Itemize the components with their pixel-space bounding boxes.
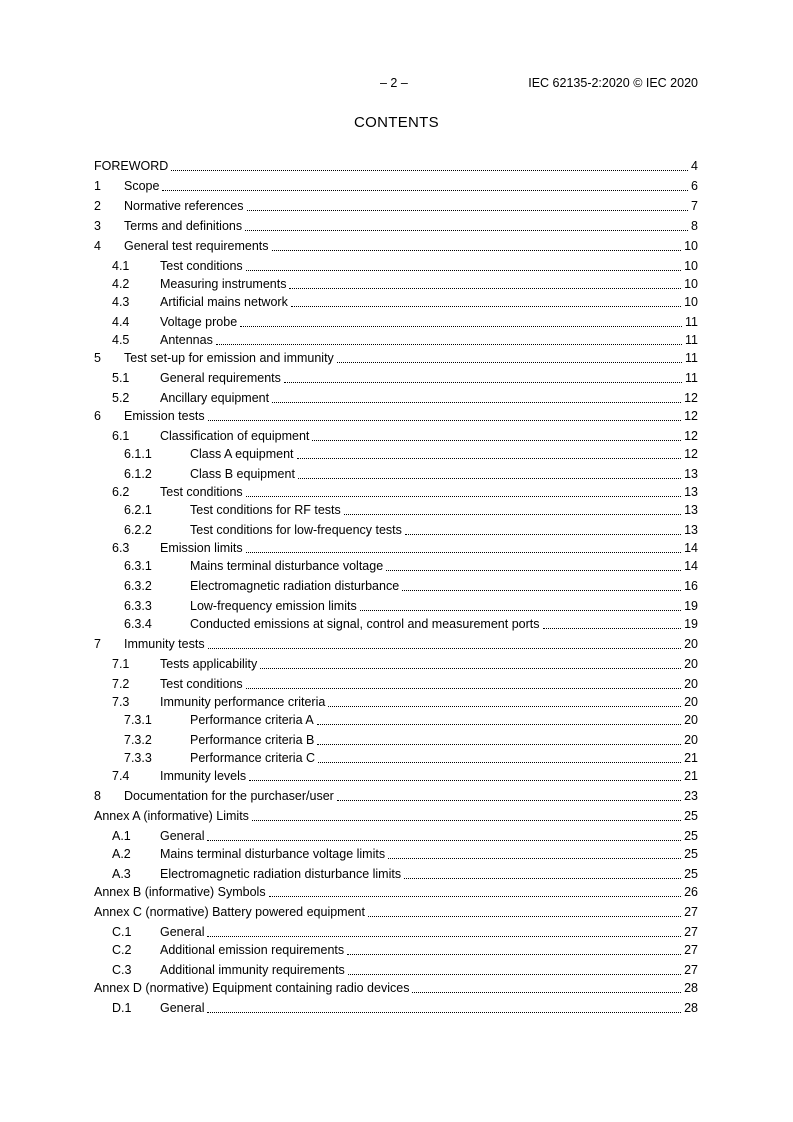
dot-leader — [260, 668, 681, 669]
toc-entry-page: 21 — [684, 751, 698, 765]
toc-entry[interactable] — [94, 711, 698, 729]
toc-entry-label: Electromagnetic radiation disturbance — [190, 579, 400, 593]
dot-leader — [317, 724, 681, 725]
toc-entry-page: 10 — [684, 259, 698, 273]
dot-leader — [360, 610, 681, 611]
toc-entry[interactable] — [94, 883, 698, 901]
toc-entry-number: A.1 — [112, 829, 131, 843]
dot-leader — [207, 1012, 681, 1013]
toc-entry[interactable] — [94, 197, 698, 215]
toc-entry-label: Electromagnetic radiation disturbance limits — [160, 867, 402, 881]
dot-leader — [162, 190, 688, 191]
toc-entry[interactable] — [94, 903, 698, 921]
dot-leader — [284, 382, 682, 383]
dot-leader — [289, 288, 681, 289]
dot-leader — [347, 954, 681, 955]
toc-entry-page: 13 — [684, 485, 698, 499]
toc-entry[interactable] — [94, 331, 698, 349]
toc-entry-page: 11 — [685, 371, 698, 385]
toc-entry-number: 4.2 — [112, 277, 130, 291]
toc-entry[interactable] — [94, 521, 698, 539]
toc-entry[interactable] — [94, 465, 698, 483]
toc-entry-page: 20 — [684, 657, 698, 671]
toc-entry-label: Tests applicability — [160, 657, 258, 671]
toc-entry-label: Performance criteria A — [190, 713, 314, 727]
toc-entry[interactable] — [94, 483, 698, 501]
toc-entry-page: 26 — [684, 885, 698, 899]
toc-entry[interactable] — [94, 237, 698, 255]
toc-entry-page: 16 — [684, 579, 698, 593]
dot-leader — [207, 936, 681, 937]
toc-entry[interactable] — [94, 999, 698, 1017]
toc-entry[interactable] — [94, 157, 698, 175]
toc-entry-number: 7.3.2 — [124, 733, 152, 747]
toc-entry-label: Test conditions — [160, 259, 243, 273]
toc-entry-page: 25 — [684, 847, 698, 861]
dot-leader — [247, 210, 689, 211]
toc-entry-label: Antennas — [160, 333, 213, 347]
toc-entry-page: 21 — [684, 769, 698, 783]
dot-leader — [240, 326, 682, 327]
toc-entry-label: General — [160, 925, 205, 939]
toc-entry-page: 13 — [684, 503, 698, 517]
toc-entry[interactable] — [94, 389, 698, 407]
toc-entry-page: 25 — [684, 867, 698, 881]
standard-reference: IEC 62135-2:2020 © IEC 2020 — [528, 76, 698, 90]
toc-entry[interactable] — [94, 501, 698, 519]
page-number: – 2 – — [380, 76, 408, 90]
toc-entry-number: 2 — [94, 199, 101, 213]
toc-entry-page: 7 — [691, 199, 698, 213]
toc-entry-page: 13 — [684, 467, 698, 481]
toc-entry-number: 6.1.2 — [124, 467, 152, 481]
toc-entry-number: 8 — [94, 789, 101, 803]
dot-leader — [272, 402, 681, 403]
toc-entry-page: 12 — [684, 409, 698, 423]
toc-entry[interactable] — [94, 749, 698, 767]
dot-leader — [405, 534, 681, 535]
toc-entry[interactable] — [94, 597, 698, 615]
toc-entry-label: Emission limits — [160, 541, 243, 555]
toc-entry-label: FOREWORD — [94, 159, 169, 173]
toc-entry[interactable] — [94, 941, 698, 959]
toc-entry-label: Immunity levels — [160, 769, 247, 783]
toc-entry-label: Performance criteria C — [190, 751, 316, 765]
toc-entry-number: 6.3.1 — [124, 559, 152, 573]
toc-entry-page: 25 — [684, 809, 698, 823]
dot-leader — [386, 570, 681, 571]
toc-entry-label: Classification of equipment — [160, 429, 310, 443]
toc-entry-label: General requirements — [160, 371, 281, 385]
dot-leader — [312, 440, 681, 441]
toc-entry-label: Test conditions — [160, 485, 243, 499]
toc-entry-label: Test conditions for RF tests — [190, 503, 341, 517]
toc-entry-number: C.2 — [112, 943, 132, 957]
toc-entry-label: Artificial mains network — [160, 295, 288, 309]
toc-entry-page: 25 — [684, 829, 698, 843]
toc-entry-label: Class B equipment — [190, 467, 295, 481]
page-header — [0, 76, 793, 92]
toc-entry-label: Voltage probe — [160, 315, 238, 329]
toc-entry-number: 7.1 — [112, 657, 130, 671]
toc-entry-number: 6.1 — [112, 429, 130, 443]
dot-leader — [317, 744, 681, 745]
dot-leader — [404, 878, 681, 879]
dot-leader — [171, 170, 688, 171]
toc-entry[interactable] — [94, 557, 698, 575]
toc-entry-page: 12 — [684, 429, 698, 443]
toc-entry-number: A.3 — [112, 867, 131, 881]
toc-entry-page: 20 — [684, 713, 698, 727]
dot-leader — [298, 478, 681, 479]
toc-entry[interactable] — [94, 827, 698, 845]
toc-entry-number: 6.3.3 — [124, 599, 152, 613]
toc-entry-number: A.2 — [112, 847, 131, 861]
dot-leader — [207, 840, 681, 841]
toc-entry-label: Annex A (informative) Limits — [94, 809, 249, 823]
toc-entry[interactable] — [94, 177, 698, 195]
toc-entry[interactable] — [94, 293, 698, 311]
toc-entry-page: 27 — [684, 943, 698, 957]
dot-leader — [337, 362, 682, 363]
dot-leader — [246, 688, 681, 689]
toc-entry-number: 4.5 — [112, 333, 130, 347]
toc-entry-page: 12 — [684, 391, 698, 405]
toc-entry-number: C.1 — [112, 925, 132, 939]
toc-entry-number: 7.3 — [112, 695, 130, 709]
toc-entry-page: 10 — [684, 295, 698, 309]
toc-entry-page: 13 — [684, 523, 698, 537]
toc-entry-page: 14 — [684, 541, 698, 555]
toc-entry-label: Immunity performance criteria — [160, 695, 326, 709]
toc-entry[interactable] — [94, 767, 698, 785]
toc-entry-number: 6 — [94, 409, 101, 423]
dot-leader — [272, 250, 682, 251]
toc-entry-label: Performance criteria B — [190, 733, 315, 747]
dot-leader — [208, 420, 682, 421]
toc-entry-number: 4.3 — [112, 295, 130, 309]
toc-entry-label: General test requirements — [124, 239, 269, 253]
toc-entry-page: 12 — [684, 447, 698, 461]
dot-leader — [269, 896, 682, 897]
toc-entry-number: 4.4 — [112, 315, 130, 329]
toc-entry-page: 28 — [684, 981, 698, 995]
toc-entry-number: 3 — [94, 219, 101, 233]
toc-entry-page: 20 — [684, 695, 698, 709]
toc-entry[interactable] — [94, 369, 698, 387]
toc-entry-page: 19 — [684, 617, 698, 631]
toc-entry-label: General — [160, 829, 205, 843]
toc-entry-number: 6.3.2 — [124, 579, 152, 593]
toc-entry[interactable] — [94, 349, 698, 367]
toc-entry[interactable] — [94, 275, 698, 293]
toc-entry-label: General — [160, 1001, 205, 1015]
toc-entry-page: 11 — [685, 351, 698, 365]
dot-leader — [412, 992, 681, 993]
dot-leader — [297, 458, 682, 459]
toc-entry-page: 10 — [684, 277, 698, 291]
toc-entry-number: 6.2.2 — [124, 523, 152, 537]
toc-entry-number: 7 — [94, 637, 101, 651]
toc-entry[interactable] — [94, 615, 698, 633]
toc-entry[interactable] — [94, 923, 698, 941]
toc-entry-page: 28 — [684, 1001, 698, 1015]
dot-leader — [388, 858, 681, 859]
dot-leader — [246, 496, 681, 497]
toc-entry-number: 5 — [94, 351, 101, 365]
toc-entry[interactable] — [94, 313, 698, 331]
toc-entry-label: Test set-up for emission and immunity — [124, 351, 334, 365]
toc-entry[interactable] — [94, 693, 698, 711]
dot-leader — [245, 230, 688, 231]
dot-leader — [328, 706, 681, 707]
toc-entry[interactable] — [94, 979, 698, 997]
dot-leader — [246, 270, 681, 271]
toc-entry-page: 11 — [685, 333, 698, 347]
toc-entry-label: Documentation for the purchaser/user — [124, 789, 334, 803]
toc-entry-number: 6.3 — [112, 541, 130, 555]
toc-entry-number: 5.2 — [112, 391, 130, 405]
toc-entry-number: 4.1 — [112, 259, 130, 273]
toc-entry-page: 4 — [691, 159, 698, 173]
toc-entry[interactable] — [94, 961, 698, 979]
toc-entry-page: 23 — [684, 789, 698, 803]
toc-entry-number: 7.4 — [112, 769, 130, 783]
toc-entry-label: Measuring instruments — [160, 277, 287, 291]
toc-entry-page: 14 — [684, 559, 698, 573]
dot-leader — [246, 552, 681, 553]
dot-leader — [337, 800, 681, 801]
toc-entry-page: 11 — [685, 315, 698, 329]
toc-entry-label: Emission tests — [124, 409, 205, 423]
toc-entry-label: Scope — [124, 179, 160, 193]
toc-entry[interactable] — [94, 445, 698, 463]
toc-entry-page: 27 — [684, 963, 698, 977]
dot-leader — [249, 780, 681, 781]
dot-leader — [402, 590, 681, 591]
toc-entry[interactable] — [94, 807, 698, 825]
toc-entry-page: 19 — [684, 599, 698, 613]
toc-entry-number: 6.3.4 — [124, 617, 152, 631]
toc-entry-page: 27 — [684, 905, 698, 919]
toc-entry-page: 10 — [684, 239, 698, 253]
page-title: CONTENTS — [354, 114, 439, 131]
toc-entry[interactable] — [94, 655, 698, 673]
toc-entry-label: Conducted emissions at signal, control and measurement ports — [190, 617, 540, 631]
dot-leader — [543, 628, 682, 629]
toc-entry[interactable] — [94, 731, 698, 749]
toc-entry-page: 27 — [684, 925, 698, 939]
toc-entry-number: 6.2.1 — [124, 503, 152, 517]
dot-leader — [216, 344, 682, 345]
toc-entry[interactable] — [94, 217, 698, 235]
toc-entry-label: Additional immunity requirements — [160, 963, 345, 977]
toc-entry-label: Test conditions for low-frequency tests — [190, 523, 402, 537]
toc-entry[interactable] — [94, 635, 698, 653]
toc-entry-number: 4 — [94, 239, 101, 253]
toc-entry-number: 7.3.3 — [124, 751, 152, 765]
toc-entry[interactable] — [94, 865, 698, 883]
toc-entry-label: Mains terminal disturbance voltage — [190, 559, 384, 573]
toc-entry-page: 8 — [691, 219, 698, 233]
toc-entry-number: D.1 — [112, 1001, 132, 1015]
toc-entry[interactable] — [94, 257, 698, 275]
dot-leader — [318, 762, 681, 763]
toc-entry-label: Normative references — [124, 199, 244, 213]
toc-entry-page: 6 — [691, 179, 698, 193]
toc-entry-number: C.3 — [112, 963, 132, 977]
toc-entry-label: Annex B (informative) Symbols — [94, 885, 266, 899]
toc-entry-number: 7.2 — [112, 677, 130, 691]
toc-entry-page: 20 — [684, 677, 698, 691]
toc-entry-label: Test conditions — [160, 677, 243, 691]
toc-entry-label: Additional emission requirements — [160, 943, 345, 957]
toc-entry-label: Low-frequency emission limits — [190, 599, 357, 613]
toc-entry[interactable] — [94, 407, 698, 425]
toc-entry-number: 6.1.1 — [124, 447, 152, 461]
toc-entry[interactable] — [94, 845, 698, 863]
toc-entry-number: 1 — [94, 179, 101, 193]
toc-entry[interactable] — [94, 577, 698, 595]
dot-leader — [348, 974, 681, 975]
toc-entry-label: Mains terminal disturbance voltage limits — [160, 847, 386, 861]
toc-entry[interactable] — [94, 787, 698, 805]
toc-entry[interactable] — [94, 539, 698, 557]
dot-leader — [252, 820, 681, 821]
dot-leader — [208, 648, 682, 649]
table-of-contents — [94, 157, 698, 1017]
toc-entry-label: Immunity tests — [124, 637, 205, 651]
toc-entry[interactable] — [94, 675, 698, 693]
toc-entry-label: Annex D (normative) Equipment containing radio devices — [94, 981, 410, 995]
toc-entry-label: Annex C (normative) Battery powered equipment — [94, 905, 365, 919]
toc-entry-label: Terms and definitions — [124, 219, 243, 233]
dot-leader — [291, 306, 681, 307]
toc-entry-number: 6.2 — [112, 485, 130, 499]
toc-entry-number: 7.3.1 — [124, 713, 152, 727]
toc-entry-label: Ancillary equipment — [160, 391, 270, 405]
toc-entry-number: 5.1 — [112, 371, 130, 385]
dot-leader — [368, 916, 681, 917]
toc-entry-page: 20 — [684, 733, 698, 747]
toc-entry[interactable] — [94, 427, 698, 445]
toc-entry-label: Class A equipment — [190, 447, 294, 461]
toc-entry-page: 20 — [684, 637, 698, 651]
dot-leader — [344, 514, 681, 515]
